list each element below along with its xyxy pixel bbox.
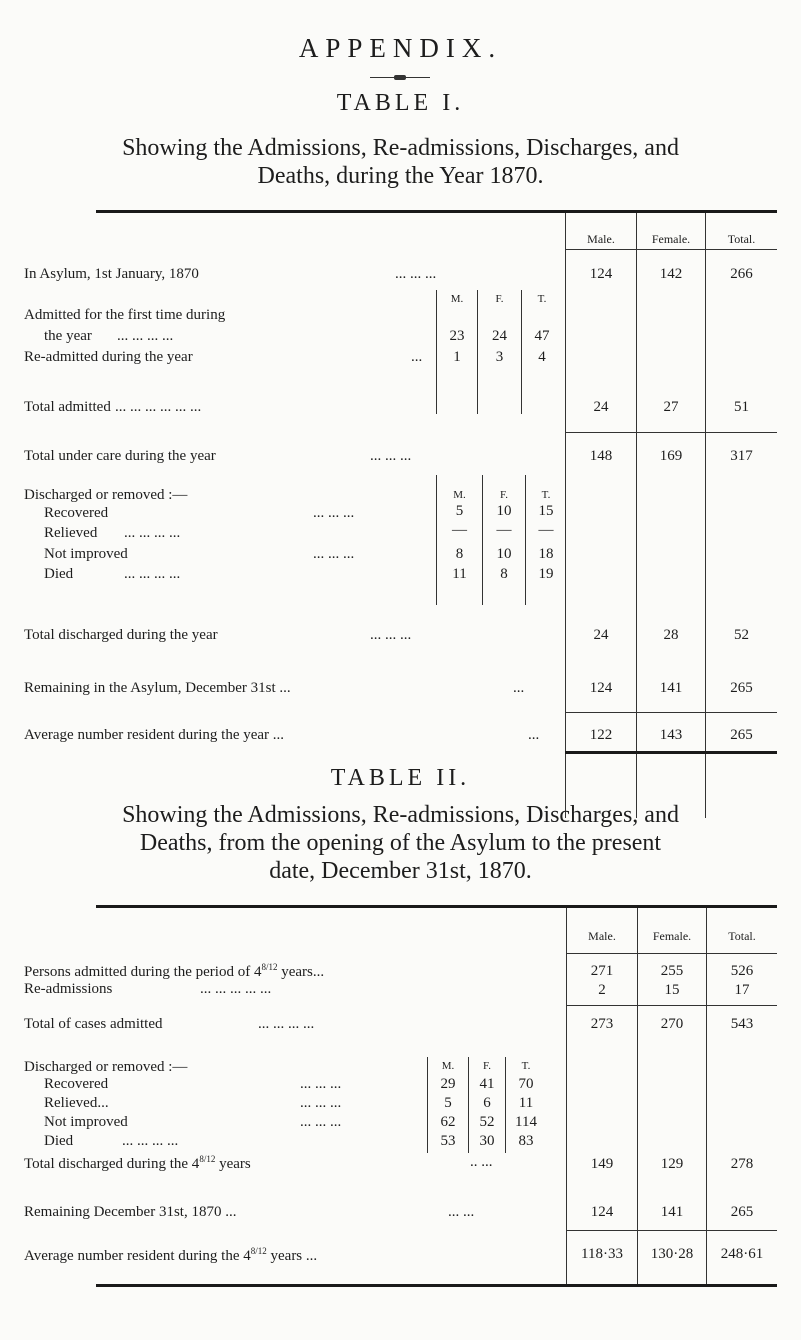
cell-female: 255: [660, 963, 684, 979]
row-label: Relieved...: [44, 1095, 109, 1111]
appendix-title: APPENDIX.: [298, 33, 503, 63]
row-leader-dots: ... ... ... ... ...: [200, 981, 272, 997]
sub-cell-m: —: [452, 522, 467, 538]
row-label: Not improved: [44, 546, 128, 562]
row-leader-dots: ...: [411, 349, 423, 365]
row-leader-dots: ... ... ... ...: [124, 566, 181, 582]
cell-male: 2: [598, 982, 606, 998]
table-2-subtitle-line-1: Showing the Admissions, Re-admissions, Discharges, and: [122, 802, 679, 828]
cell-male: 124: [590, 1204, 614, 1220]
sub-cell-m: 5: [455, 503, 464, 519]
sub-cell-m: 5: [444, 1095, 452, 1111]
sub-header-f: F.: [495, 293, 504, 305]
row-leader-dots: ... ... ...: [313, 546, 355, 562]
sub-cell-f: 52: [479, 1114, 495, 1130]
cell-total: 265: [730, 680, 753, 696]
sub-cell-f: 10: [496, 546, 512, 562]
cell-female: 142: [659, 266, 683, 282]
row-label-text: Average number resident during the 4: [24, 1248, 251, 1264]
table-1-header-total: Total.: [727, 232, 756, 246]
cell-total: 52: [734, 627, 749, 643]
table-1-top-rule: [96, 210, 777, 213]
cell-female: 169: [659, 448, 683, 464]
cell-total: 51: [734, 399, 749, 415]
ornament-divider: [370, 76, 430, 80]
sub-header-m: M.: [450, 293, 464, 305]
row-label: In Asylum, 1st January, 1870: [24, 266, 199, 282]
cell-male: 122: [589, 727, 613, 743]
sub-cell-f: —: [496, 522, 512, 538]
fraction-numerator: 8: [261, 962, 266, 972]
sub-cell-t: 47: [534, 328, 550, 344]
row-leader-dots: ... ... ...: [370, 448, 412, 464]
sub-cell-m: 53: [440, 1133, 456, 1149]
sub-cell-f: 30: [479, 1133, 495, 1149]
row-label-suffix: years: [215, 1156, 251, 1172]
cell-female: 15: [664, 982, 680, 998]
sub-header-t: T.: [537, 293, 547, 305]
sub-header-t: T.: [521, 1060, 531, 1072]
table-2-subtitle-line-2: Deaths, from the opening of the Asylum to the present: [139, 830, 662, 856]
fraction-denominator: 12: [257, 1246, 267, 1256]
table-1-rule-2: [565, 712, 777, 713]
sub-cell-f: 24: [492, 328, 507, 344]
row-label: Died: [44, 1133, 74, 1149]
cell-male: 124: [589, 266, 613, 282]
cell-male: 149: [590, 1156, 614, 1172]
sub-cell-t: 114: [515, 1114, 537, 1130]
row-label-suffix: years ...: [266, 1248, 318, 1264]
fraction-numerator: 8: [250, 1246, 256, 1256]
sub-cell-m: 11: [452, 566, 467, 582]
discharged-label: Discharged or removed :—: [24, 1059, 188, 1075]
table-2-rule-1: [566, 1005, 777, 1006]
row-leader-dots: ... ... ... ...: [122, 1133, 179, 1149]
cell-total: 17: [734, 982, 750, 998]
sub-cell-m: 23: [449, 328, 465, 344]
sub-cell-t: 70: [518, 1076, 534, 1092]
sub-header-m: M.: [453, 489, 466, 501]
cell-male: 271: [590, 963, 614, 979]
sub-header-f: F.: [483, 1060, 491, 1072]
cell-male: 24: [593, 399, 609, 415]
row-label: [24, 1246, 317, 1265]
cell-female: 141: [659, 680, 683, 696]
table-2-rule-2: [566, 1230, 777, 1231]
table-1-subtitle-line-1: Showing the Admissions, Re-admissions, Discharges, and: [122, 135, 679, 161]
row-leader-dots: ...: [528, 727, 540, 743]
row-label: [24, 1154, 251, 1173]
sub-header-f: F.: [500, 489, 508, 501]
sub-cell-t: 18: [538, 546, 554, 562]
sub-cell-m: 29: [440, 1076, 456, 1092]
row-label: Re-admitted during the year: [24, 349, 193, 365]
fraction-numerator: 8: [199, 1154, 204, 1164]
cell-female: 27: [663, 399, 679, 415]
sub-cell-t: 4: [538, 349, 546, 365]
row-leader-dots: ...: [513, 680, 525, 696]
cell-female: 129: [660, 1156, 684, 1172]
row-label: Total discharged during the year: [24, 627, 218, 643]
cell-female: 141: [660, 1204, 684, 1220]
table-2-header-male: Male.: [588, 929, 616, 943]
table-1-subtitle-line-2: Deaths, during the Year 1870.: [257, 163, 544, 189]
sub-cell-m: 8: [455, 546, 464, 562]
row-label: the year: [44, 328, 92, 344]
row-leader-dots: ... ... ... ... ... ...: [115, 399, 202, 415]
sub-cell-t: —: [538, 522, 554, 538]
table-1-header-rule: [565, 249, 777, 250]
fraction-denominator: 12: [206, 1154, 216, 1164]
fraction: 8/12: [261, 962, 278, 972]
cell-male: 118·33: [581, 1246, 623, 1262]
sub-cell-f: 8: [500, 566, 508, 582]
sub-header-t: T.: [541, 489, 551, 501]
row-label-text: Total discharged during the 4: [24, 1156, 200, 1172]
row-label: Re-admissions: [24, 981, 113, 997]
cell-female: 143: [659, 727, 683, 743]
row-label: Relieved: [44, 525, 98, 541]
cell-male: 273: [590, 1016, 614, 1032]
row-leader-dots: ... ...: [448, 1204, 475, 1220]
row-label-suffix: years...: [277, 964, 325, 980]
row-leader-dots: ... ... ...: [300, 1095, 342, 1111]
sub-cell-f: 10: [496, 503, 512, 519]
row-leader-dots: ... ... ... ...: [258, 1016, 315, 1032]
table-2-header-total: Total.: [728, 929, 756, 943]
row-leader-dots: ... ... ... ...: [117, 328, 174, 344]
fraction-denominator: 12: [268, 962, 278, 972]
row-leader-dots: ... ... ...: [370, 627, 412, 643]
table-1-header-male: Male.: [587, 232, 615, 246]
cell-female: 270: [660, 1016, 684, 1032]
cell-total: 265: [730, 727, 753, 743]
sub-cell-f: 41: [479, 1076, 495, 1092]
discharged-label: Discharged or removed :—: [24, 487, 188, 503]
row-label: Died: [44, 566, 74, 582]
table-1-header-female: Female.: [651, 232, 691, 246]
fraction: 8/12: [199, 1154, 216, 1164]
cell-total: 265: [730, 1204, 754, 1220]
cell-female: 130·28: [650, 1246, 694, 1262]
row-label: Remaining December 31st, 1870 ...: [24, 1204, 237, 1220]
sub-cell-m: 1: [453, 349, 461, 365]
cell-total: 317: [730, 448, 753, 464]
table-2-title: TABLE II.: [330, 765, 471, 791]
table-2-bottom-rule: [96, 1284, 777, 1287]
cell-male: 24: [593, 627, 609, 643]
row-leader-dots: ... ... ...: [300, 1076, 342, 1092]
cell-male: 148: [589, 448, 613, 464]
row-label: Average number resident during the year ...: [24, 727, 285, 743]
sub-cell-f: 3: [495, 349, 504, 365]
table-2-header-rule: [566, 953, 777, 954]
row-label: Remaining in the Asylum, December 31st ...: [24, 680, 291, 696]
row-leader-dots: ... ... ...: [300, 1114, 342, 1130]
sub-cell-t: 11: [518, 1095, 534, 1111]
table-2-subtitle-line-3: date, December 31st, 1870.: [269, 858, 532, 884]
row-label: Recovered: [44, 505, 109, 521]
fraction: 8/12: [250, 1246, 267, 1256]
table-1-title: TABLE I.: [336, 90, 465, 116]
cell-female: 28: [663, 627, 679, 643]
row-label: Total of cases admitted: [24, 1016, 163, 1032]
table-1-bottom-rule: [565, 751, 777, 754]
sub-cell-t: 83: [518, 1133, 534, 1149]
row-leader-dots: .. ...: [470, 1154, 493, 1170]
row-leader-dots: ... ... ...: [395, 266, 437, 282]
table-1-rule-1: [565, 432, 777, 433]
row-label: Total admitted: [24, 399, 111, 415]
cell-total: 526: [730, 963, 754, 979]
cell-male: 124: [589, 680, 613, 696]
row-label-text: Persons admitted during the period of 4: [24, 964, 262, 980]
row-leader-dots: ... ... ...: [313, 505, 355, 521]
table-2-header-female: Female.: [652, 929, 692, 943]
sub-cell-f: 6: [483, 1095, 491, 1111]
cell-total: 248·61: [720, 1246, 764, 1262]
cell-total: 278: [730, 1156, 754, 1172]
cell-total: 266: [730, 266, 753, 282]
sub-cell-m: 62: [440, 1114, 456, 1130]
row-label: [24, 962, 324, 981]
cell-total: 543: [730, 1016, 754, 1032]
table-2-top-rule: [96, 905, 777, 908]
sub-cell-t: 15: [538, 503, 554, 519]
row-label: Total under care during the year: [24, 448, 216, 464]
row-label: Recovered: [44, 1076, 109, 1092]
sub-header-m: M.: [441, 1060, 455, 1072]
admitted-first-label: Admitted for the first time during: [24, 307, 226, 323]
sub-cell-t: 19: [538, 566, 554, 582]
row-leader-dots: ... ... ... ...: [124, 525, 181, 541]
row-label: Not improved: [44, 1114, 128, 1130]
